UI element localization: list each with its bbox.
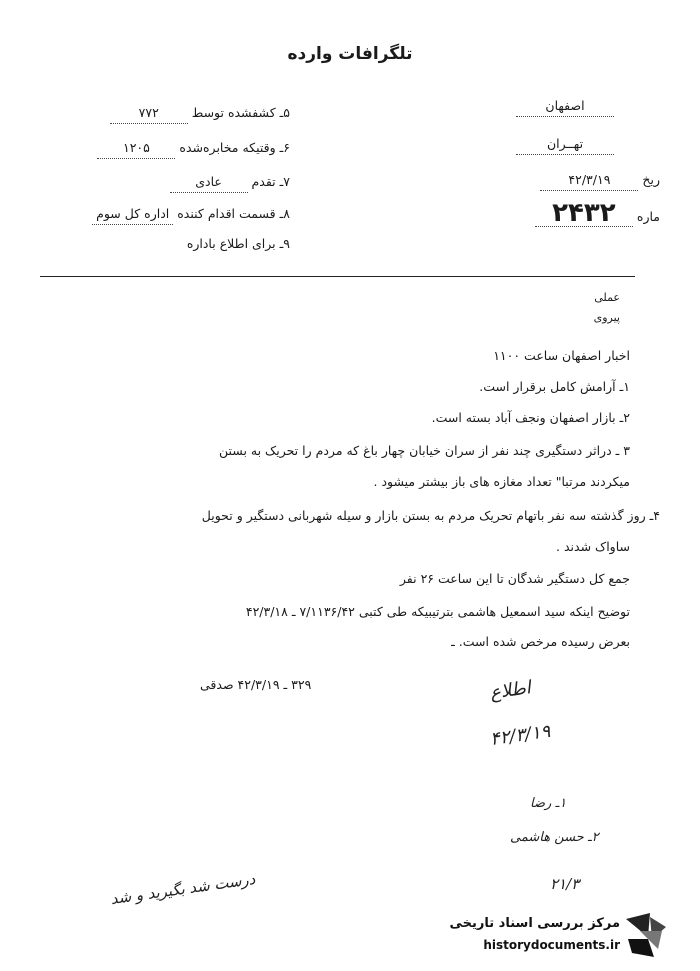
header-destination (516, 134, 614, 155)
body-line: میکردند مرتبا" تعداد مغازه های باز بیشتر میشود . (373, 474, 630, 489)
body-line: ۱ـ آرامش کامل برقرار است. (479, 379, 630, 394)
header-origin (516, 96, 614, 117)
header-decoded-by (110, 103, 290, 124)
decoded-by-label: ۵ـ کشفشده توسط (191, 105, 290, 120)
handwritten-signature: درست شد بگیرید و شد (109, 869, 257, 909)
header-priority (170, 172, 290, 193)
header-number (535, 200, 660, 227)
body-line: ۳ ـ دراثر دستگیری چند نفر از سران خیابان چهار باغ که مردم را تحریک به بستن (219, 443, 630, 458)
header-date-label: ریخ (642, 172, 660, 187)
body-line: ۲ـ بازار اصفهان ونجف آباد بسته است. (431, 410, 630, 425)
priority-label: ۷ـ تقدم (251, 174, 290, 189)
body-line: ۴ـ روز گذشته سه نفر باتهام تحریک مردم به بستن بازار و سیله شهربانی دستگیر و تحویل (201, 508, 660, 523)
body-line: بعرض رسیده مرخص شده است. ـ (451, 634, 630, 649)
header-date-value: ۴۲/۳/۱۹ (540, 170, 638, 191)
info-to-label: ۹ـ برای اطلاع باداره (186, 236, 290, 251)
handwritten-note: اطلاع (488, 677, 533, 704)
archive-logo-icon (618, 909, 672, 963)
transmitted-time-label: ۶ـ وقتیکه مخابره‌شده (179, 140, 290, 155)
header-destination-value: تهــران (516, 134, 614, 155)
header-info-to (187, 234, 290, 254)
header-origin-value: اصفهان (516, 96, 614, 117)
handwritten-list-item: ۲ـ حسن هاشمی (510, 830, 599, 845)
watermark-name: مرکز بررسی اسناد تاریخی (449, 916, 620, 931)
separator-line (40, 276, 635, 277)
handwritten-list-item: ۱ـ رضا (530, 796, 567, 811)
header-number-value: ۲۴۳۲ (535, 200, 633, 227)
body-line: جمع کل دستگیر شدگان تا این ساعت ۲۶ نفر (399, 571, 630, 586)
header-transmitted-time (97, 138, 290, 159)
footer-reference: ۳۲۹ ـ ۴۲/۳/۱۹ صدقی (200, 677, 312, 692)
header-date (540, 170, 660, 191)
handwritten-date: ۴۲/۳/۱۹ (488, 720, 552, 751)
cc-line-1: عملی (594, 291, 620, 304)
header-action-dept (92, 204, 290, 225)
document-title: تلگرافات وارده (287, 44, 413, 64)
handwritten-list-item: ۲۱/۳ (550, 875, 580, 893)
decoded-by-value: ۷۷۲ (110, 103, 188, 124)
watermark-url[interactable]: historydocuments.ir (483, 938, 620, 952)
action-dept-label: ۸ـ قسمت اقدام کننده (177, 206, 290, 221)
transmitted-time-value: ۱۲۰۵ (97, 138, 175, 159)
cc-line-2: پیروی (593, 311, 620, 324)
action-dept-value: اداره کل سوم (92, 204, 173, 225)
body-line: ساواک شدند . (556, 539, 630, 554)
body-line: اخبار اصفهان ساعت ۱۱۰۰ (493, 348, 630, 363)
header-number-label: ماره (636, 209, 660, 224)
priority-value: عادی (170, 172, 248, 193)
body-line: توضیح اینکه سید اسمعیل هاشمی بترتیبیکه طی کتبی ۷/۱۱۳۶/۴۲ ـ ۴۲/۳/۱۸ (245, 604, 630, 619)
